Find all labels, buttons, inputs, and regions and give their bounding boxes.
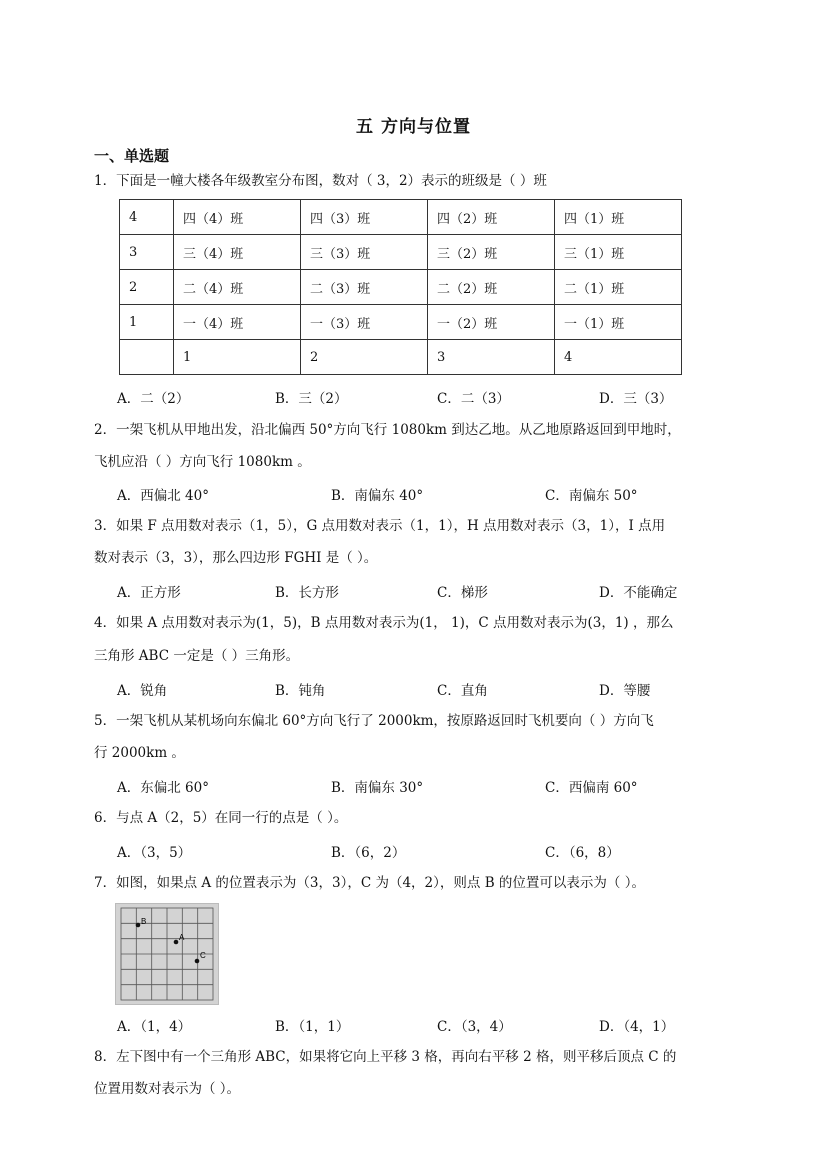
- question-3-line-1: 3．如果 F 点用数对表示（1，5），G 点用数对表示（1，1），H 点用数对表示（3，1），I 点用: [94, 518, 666, 534]
- point-c-label: C: [200, 951, 206, 960]
- table-cell: 2: [301, 340, 428, 375]
- option-a[interactable]: A．（1，4）: [117, 1019, 192, 1035]
- option-c[interactable]: C．二（3）: [437, 391, 510, 407]
- point-a-label: A: [179, 933, 185, 942]
- question-5-line-1: 5．一架飞机从某机场向东偏北 60°方向飞行了 2000km，按原路返回时飞机要向（ ）方向飞: [94, 713, 654, 729]
- option-b[interactable]: B．长方形: [275, 585, 339, 601]
- table-cell: 4: [555, 340, 682, 375]
- grid-figure-svg: [116, 904, 218, 1004]
- question-5-line-2: 行 2000km 。: [94, 745, 185, 761]
- question-7-text: 7．如图，如果点 A 的位置表示为（3，3），C 为（4，2），则点 B 的位置可以表示为（ ）。: [94, 875, 645, 891]
- table-cell: 三（2）班: [428, 235, 555, 270]
- table-cell: 四（2）班: [428, 200, 555, 235]
- option-a[interactable]: A．（3，5）: [117, 845, 192, 861]
- question-4-line-2: 三角形 ABC 一定是（ ）三角形。: [94, 648, 300, 664]
- point-a: [174, 940, 179, 945]
- table-cell: 三（4）班: [174, 235, 301, 270]
- table-cell: 2: [120, 270, 174, 305]
- table-cell: 四（1）班: [555, 200, 682, 235]
- option-c[interactable]: C．（6，8）: [545, 845, 620, 861]
- classroom-table: [119, 199, 682, 375]
- question-2-line-2: 飞机应沿（ ）方向飞行 1080km 。: [94, 454, 311, 470]
- table-cell: 二（2）班: [428, 270, 555, 305]
- question-4-line-1: 4．如果 A 点用数对表示为(1，5)，B 点用数对表示为(1， 1)，C 点用数对表示为(3，1) ，那么: [94, 615, 674, 631]
- question-6-text: 6．与点 A（2，5）在同一行的点是（ ）。: [94, 810, 348, 826]
- table-cell: 四（4）班: [174, 200, 301, 235]
- table-cell: 四（3）班: [301, 200, 428, 235]
- option-a[interactable]: A．东偏北 60°: [117, 780, 209, 796]
- option-d[interactable]: D．（4，1）: [599, 1019, 675, 1035]
- option-a[interactable]: A．西偏北 40°: [117, 488, 209, 504]
- table-cell: 二（1）班: [555, 270, 682, 305]
- table-cell: 二（3）班: [301, 270, 428, 305]
- table-cell: [120, 340, 174, 375]
- question-8-line-1: 8．左下图中有一个三角形 ABC，如果将它向上平移 3 格，再向右平移 2 格，则平移后顶点 C 的: [94, 1049, 677, 1065]
- option-d[interactable]: D．不能确定: [599, 585, 678, 601]
- page-title: 五 方向与位置: [356, 117, 471, 137]
- option-a[interactable]: A．二（2）: [117, 391, 190, 407]
- table-cell: 一（3）班: [301, 305, 428, 340]
- option-b[interactable]: B．（6，2）: [331, 845, 406, 861]
- table-cell: 三（1）班: [555, 235, 682, 270]
- question-3-line-2: 数对表示（3，3），那么四边形 FGHI 是（ ）。: [94, 550, 378, 566]
- option-b[interactable]: B．南偏东 40°: [331, 488, 424, 504]
- option-d[interactable]: D．三（3）: [599, 391, 673, 407]
- option-a[interactable]: A．锐角: [117, 683, 168, 699]
- question-2-line-1: 2．一架飞机从甲地出发，沿北偏西 50°方向飞行 1080km 到达乙地。从乙地原路返回到甲地时，: [94, 422, 681, 438]
- option-c[interactable]: C．（3，4）: [437, 1019, 512, 1035]
- option-a[interactable]: A．正方形: [117, 585, 181, 601]
- table-row: [120, 235, 682, 270]
- table-cell: 三（3）班: [301, 235, 428, 270]
- option-d[interactable]: D．等腰: [599, 683, 651, 699]
- table-cell: 3: [428, 340, 555, 375]
- table-cell: 1: [174, 340, 301, 375]
- table-row: [120, 305, 682, 340]
- point-b-label: B: [141, 917, 147, 926]
- table-row: [120, 200, 682, 235]
- table-cell: 一（4）班: [174, 305, 301, 340]
- point-b: [136, 923, 141, 928]
- section-heading: 一、单选题: [94, 147, 170, 165]
- table-cell: 4: [120, 200, 174, 235]
- table-cell: 二（4）班: [174, 270, 301, 305]
- option-c[interactable]: C．南偏东 50°: [545, 488, 638, 504]
- point-c: [195, 959, 200, 964]
- option-c[interactable]: C．直角: [437, 683, 488, 699]
- option-b[interactable]: B．南偏东 30°: [331, 780, 424, 796]
- table-cell: 一（1）班: [555, 305, 682, 340]
- question-8-line-2: 位置用数对表示为（ ）。: [94, 1081, 241, 1097]
- table-row: [120, 270, 682, 305]
- option-b[interactable]: B．（1，1）: [275, 1019, 350, 1035]
- option-c[interactable]: C．西偏南 60°: [545, 780, 638, 796]
- table-cell: 一（2）班: [428, 305, 555, 340]
- question-1-text: 1．下面是一幢大楼各年级教室分布图，数对（ 3，2）表示的班级是（ ）班: [94, 173, 547, 189]
- option-c[interactable]: C．梯形: [437, 585, 488, 601]
- table-row: [120, 340, 682, 375]
- table-cell: 1: [120, 305, 174, 340]
- grid-figure: [115, 903, 219, 1005]
- option-b[interactable]: B．三（2）: [275, 391, 348, 407]
- option-b[interactable]: B．钝角: [275, 683, 326, 699]
- table-cell: 3: [120, 235, 174, 270]
